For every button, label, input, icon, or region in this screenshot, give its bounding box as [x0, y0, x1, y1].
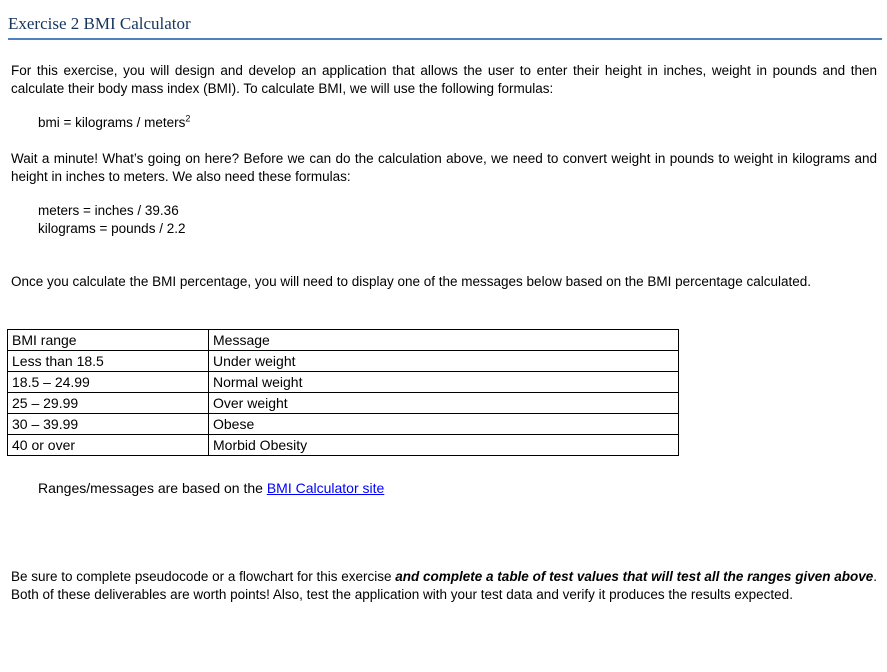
final-paragraph	[11, 568, 877, 604]
table-row	[8, 372, 679, 393]
source-note	[38, 480, 384, 496]
table-cell-message: Normal weight	[209, 372, 679, 393]
table-cell-message: Morbid Obesity	[209, 435, 679, 456]
intro-paragraph: For this exercise, you will design and develop an application that allows the user to enter their height in inches, weight in pounds and then calculate their body mass index (BMI). To calculate BMI, we will use the following formulas:	[11, 63, 877, 96]
source-note-text: Ranges/messages are based on the	[38, 480, 267, 496]
table-header-range: BMI range	[8, 330, 209, 351]
table-header-message: Message	[209, 330, 679, 351]
formula-meters: meters = inches / 39.36	[38, 203, 179, 218]
table-cell-range: Less than 18.5	[8, 351, 209, 372]
table-cell-message: Under weight	[209, 351, 679, 372]
table-cell-range: 25 – 29.99	[8, 393, 209, 414]
wait-paragraph: Wait a minute! What’s going on here? Before we can do the calculation above, we need to convert weight in pounds to weight in kilograms and height in inches to meters. We also need these formulas:	[11, 151, 877, 184]
table-row	[8, 435, 679, 456]
once-paragraph: Once you calculate the BMI percentage, you will need to display one of the messages below based on the BMI percentage calculated.	[11, 274, 811, 289]
final-text-2: . Both of these deliverables are worth points! Also, test the application with your test data and verify it produces the results expected.	[11, 569, 877, 602]
table-cell-range: 30 – 39.99	[8, 414, 209, 435]
final-text-1: Be sure to complete pseudocode or a flowchart for this exercise	[11, 569, 396, 584]
table-row	[8, 393, 679, 414]
table-cell-range: 40 or over	[8, 435, 209, 456]
formula-bmi	[38, 114, 190, 132]
table-cell-message: Over weight	[209, 393, 679, 414]
formula-kilograms: kilograms = pounds / 2.2	[38, 221, 186, 236]
table-cell-message: Obese	[209, 414, 679, 435]
formula-bmi-superscript: 2	[185, 113, 191, 124]
bmi-range-table	[7, 329, 679, 456]
final-emphasis: and complete a table of test values that will test all the ranges given above	[395, 569, 874, 584]
table-row	[8, 414, 679, 435]
page-title: Exercise 2 BMI Calculator	[8, 14, 882, 40]
formula-bmi-text: bmi = kilograms / meters	[38, 115, 186, 130]
bmi-calculator-link[interactable]: BMI Calculator site	[266, 480, 385, 496]
table-header-row	[8, 330, 679, 351]
table-cell-range: 18.5 – 24.99	[8, 372, 209, 393]
table-row	[8, 351, 679, 372]
